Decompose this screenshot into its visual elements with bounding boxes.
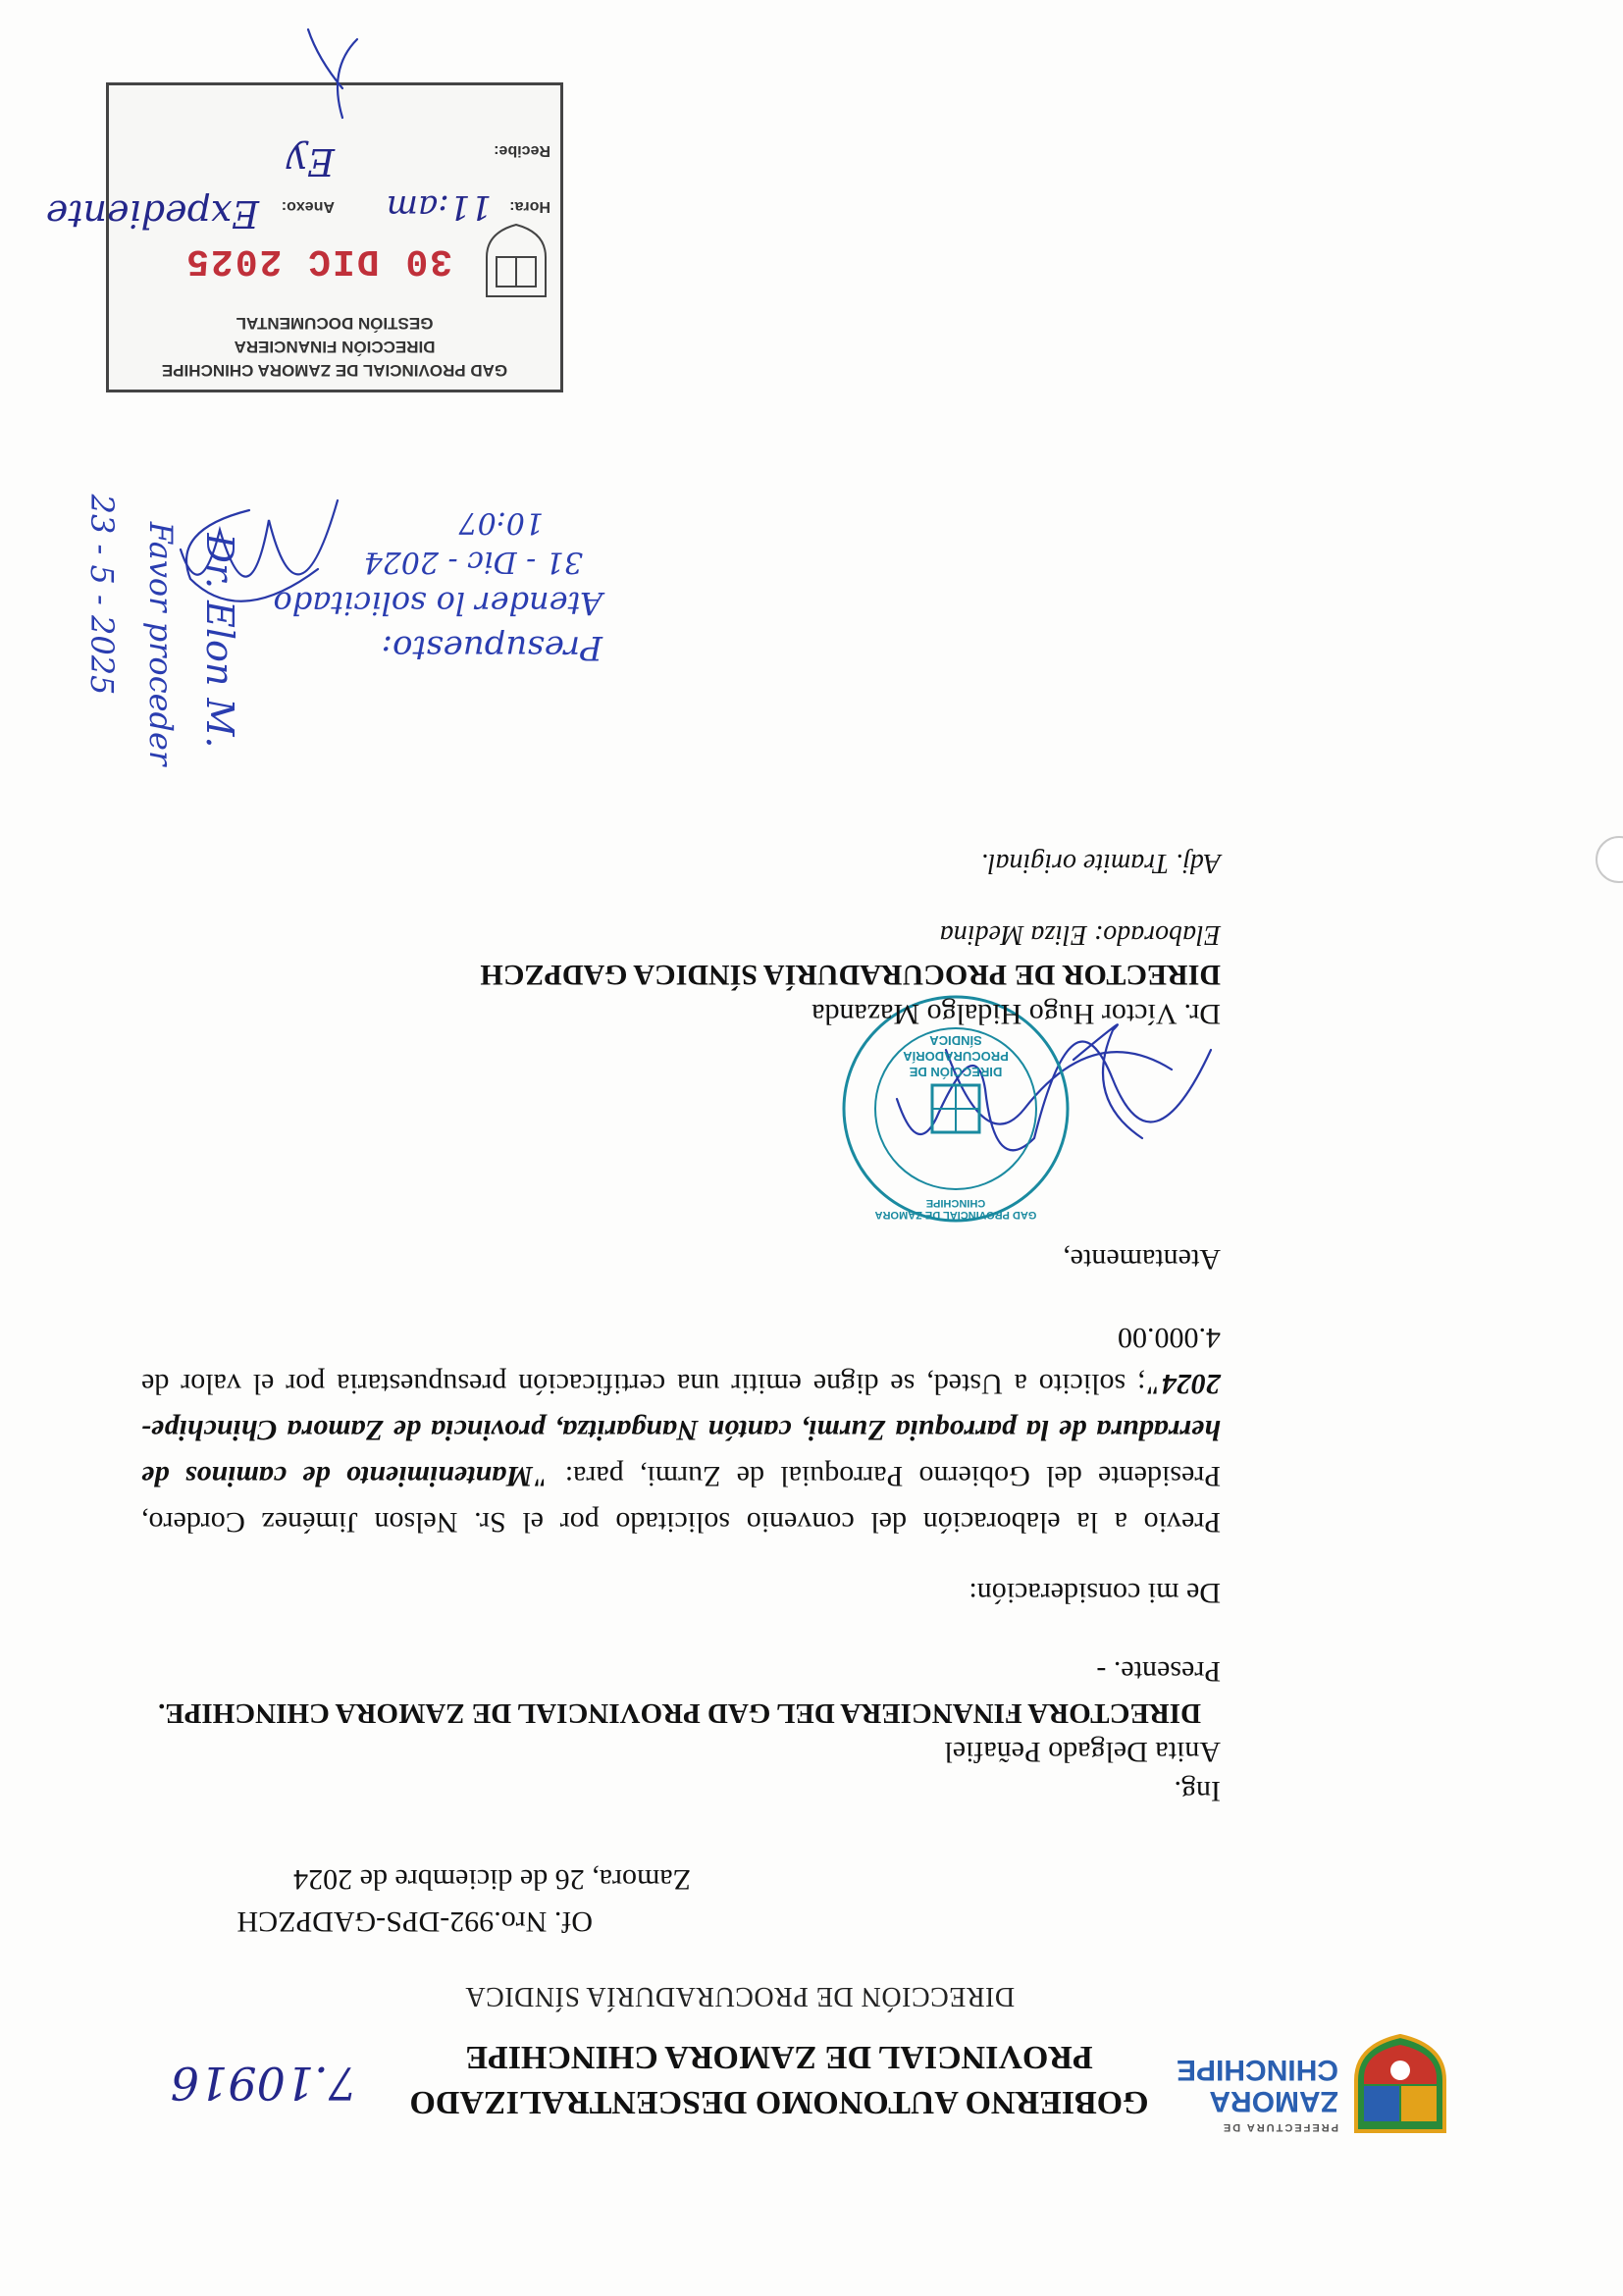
signer-title: DIRECTOR DE PROCURADURÍA SÍNDICA GADPZCH — [480, 959, 1221, 991]
stamp-emblem-icon — [482, 223, 550, 301]
stamp-line-1: GAD PROVINCIAL DE ZAMORA CHINCHIPE — [161, 361, 508, 380]
stamp-recibe-label: Recibe: — [494, 142, 550, 159]
handwritten-document-number: 7.10916 — [170, 2057, 357, 2110]
letter-date: Zamora, 26 de diciembre de 2024 — [293, 1863, 691, 1896]
signer-name: Dr. Víctor Hugo Hidalgo Mazanda — [812, 998, 1221, 1030]
letter-body — [141, 1315, 1221, 1545]
margin-note-1: Dr. Elon M. — [198, 533, 241, 749]
prefectura-shield-icon — [1346, 2031, 1454, 2139]
stamp-initial-scribble — [288, 20, 396, 128]
recipient-title: Ing. — [1174, 1775, 1221, 1807]
presupuesto-note-2: Atender lo solicitado — [273, 585, 602, 622]
stamp-anexo-value: Expediente — [45, 192, 259, 235]
stamp-anexo-label: Anexo: — [281, 198, 335, 215]
stamp-hora-label: Hora: — [509, 198, 550, 215]
recipient-position: DIRECTORA FINANCIERA DEL GAD PROVINCIAL DE ZAMORA CHINCHIPE. — [158, 1697, 1201, 1729]
reception-stamp — [106, 82, 563, 392]
presupuesto-note-4: 10:07 — [458, 505, 544, 540]
margin-note-2: Favor proceder — [142, 521, 180, 766]
presente: Presente. - — [1096, 1655, 1221, 1688]
header-title-line1: GOBIERNO AUTONOMO DESCENTRALIZADO — [409, 2084, 1149, 2120]
prepared-by: Elaborado: Eliza Medina — [939, 919, 1221, 950]
margin-note-3: 23 - 5 - 2025 — [83, 494, 121, 696]
office-reference: Of. Nro.992-DPS-GADPZCH — [236, 1905, 593, 1938]
closing: Atentamente, — [1063, 1243, 1221, 1276]
body-text-2: ; solicito a Usted, se digne emitir una certificación presupuestaria por el valor de 4.000.00 — [141, 1322, 1221, 1400]
body-project-title: "Mantenimiento de caminos de herradura de la parroquia Zurmi, cantón Nangaritza, provincia de Zamora Chinchipe-2024" — [141, 1368, 1221, 1492]
seal-inner-3: SÍNDICA — [929, 1033, 982, 1048]
logo-label-small: PREFECTURA DE — [1221, 2121, 1338, 2133]
stamp-hora-value: 11:am — [386, 187, 492, 227]
recipient-name: Anita Delgado Peñafiel — [944, 1736, 1221, 1768]
body-text-1: Previo a la elaboración del convenio solicitado por el Sr. Nelson Jiménez Cordero, Presidente del Gobierno Parroquial de Zurmi, para: — [141, 1460, 1221, 1539]
attachment-note: Adj. Tramite original. — [980, 848, 1221, 878]
stamp-line-3: GESTIÓN DOCUMENTAL — [236, 314, 434, 333]
stamp-line-2: DIRECCIÓN FINANCIERA — [234, 338, 436, 356]
stamp-recibe-value: Ey — [286, 140, 335, 183]
presupuesto-note-3: 31 - Dic - 2024 — [363, 545, 583, 579]
presupuesto-signature — [161, 471, 357, 667]
direccion-title: DIRECCIÓN DE PROCURADURÍA SÍNDICA — [464, 1981, 1016, 2011]
presupuesto-note-1: Presupuesto: — [381, 628, 602, 667]
logo-label-zamora: ZAMORA — [1209, 2085, 1338, 2117]
greeting: De mi consideración: — [969, 1577, 1221, 1609]
seal-inner-2: PROCURADORÍA — [903, 1049, 1009, 1064]
punch-hole-top — [1596, 836, 1623, 883]
header-title-line2: PROVINCIAL DE ZAMORA CHINCHIPE — [465, 2039, 1093, 2075]
stamp-date: 30 DIC 2025 — [184, 239, 452, 282]
seal-ring-text: GAD PROVINCIAL DE ZAMORA CHINCHIPE — [874, 1197, 1037, 1221]
seal-inner-1: DIRECCIÓN DE — [909, 1065, 1003, 1079]
logo-label-chinchipe: CHINCHIPE — [1176, 2054, 1338, 2086]
